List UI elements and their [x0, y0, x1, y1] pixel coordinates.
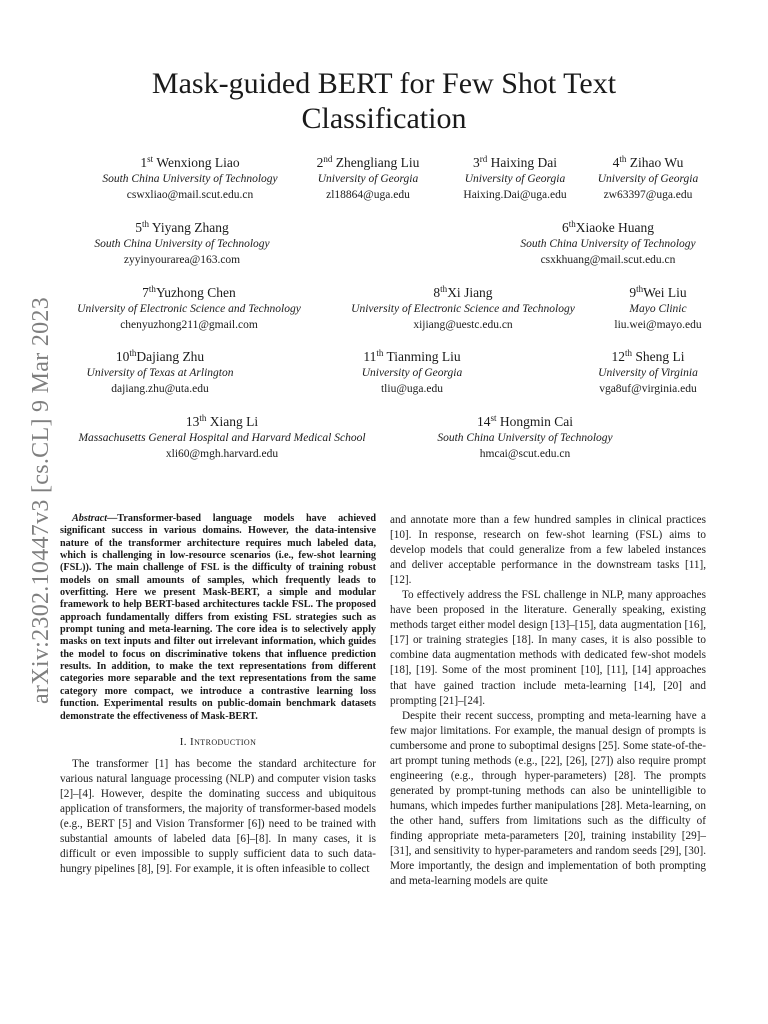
author-affiliation: Mayo Clinic [629, 303, 687, 315]
author-affiliation: University of Electronic Science and Technology [351, 303, 575, 315]
author-block: 14st Hongmin Cai South China University of Technology hmcai@scut.edu.cn [415, 414, 635, 462]
author-affiliation: South China University of Technology [520, 238, 696, 250]
author-affiliation: Massachusetts General Hospital and Harvard Medical School [78, 432, 366, 444]
author-email: zw63397@uga.edu [603, 189, 693, 201]
author-email: Haixing.Dai@uga.edu [463, 189, 567, 201]
left-column [60, 513, 376, 877]
author-block: 6thXiaoke Huang South China University of Technology csxkhuang@mail.scut.edu.cn [496, 220, 720, 268]
author-name: Dajiang Zhu [136, 349, 205, 364]
author-block: 4th Zihao Wu University of Georgia zw63397@uga.edu [588, 155, 708, 203]
author-name: Sheng Li [635, 349, 685, 364]
author-name: Xi Jiang [447, 285, 493, 300]
author-affiliation: University of Georgia [597, 173, 699, 185]
author-block: 8thXi Jiang University of Electronic Science and Technology xijiang@uestc.edu.cn [332, 285, 594, 333]
section-heading: I. Introduction [179, 735, 257, 748]
arxiv-stamp: arXiv:2302.10447v3 [cs.CL] 9 Mar 2023 [28, 296, 55, 704]
author-affiliation: University of Georgia [361, 367, 463, 379]
author-affiliation: University of Texas at Arlington [86, 367, 234, 379]
author-affiliation: University of Virginia [598, 367, 698, 379]
author-block: 13th Xiang Li Massachusetts General Hospital and Harvard Medical School xli60@mgh.harvard.edu [58, 414, 386, 462]
author-name: Wenxiong Liao [156, 155, 240, 170]
author-email: vga8uf@virginia.edu [599, 383, 697, 395]
author-affiliation: University of Georgia [317, 173, 419, 185]
author-name: Tianming Liu [386, 349, 461, 364]
author-name: Yuzhong Chen [155, 285, 236, 300]
author-affiliation: South China University of Technology [437, 432, 613, 444]
author-email: liu.wei@mayo.edu [614, 319, 702, 331]
author-name: Yiyang Zhang [151, 220, 229, 235]
body-paragraph: The transformer [1] has become the standard architecture for various natural language processing (NLP) and computer vision tasks [2]–[4]. However, despite the dominating success and ubiquitous application of transformers, the majority of transformer-based models (e.g., BERT [5] and Vision Transformer [6]) need to be trained with substantial amounts of labeled data [6]–[8]. In many cases, it is difficult or even impossible to supply sufficient data to such data-hungry pipelines [8], [9]. For example, it is often infeasible to collect [60, 757, 376, 876]
author-block: 1st Wenxiong Liao South China University of Technology cswxliao@mail.scut.edu.cn [60, 155, 320, 203]
author-name: Zhengliang Liu [335, 155, 420, 170]
author-email: dajiang.zhu@uta.edu [111, 383, 209, 395]
author-email: zyyinyourarea@163.com [123, 254, 241, 266]
author-affiliation: University of Georgia [464, 173, 566, 185]
author-block: 11th Tianming Liu University of Georgia tliu@uga.edu [332, 349, 492, 397]
author-name: Xiang Li [209, 414, 259, 429]
author-name: Hongmin Cai [499, 414, 573, 429]
body-paragraph: To effectively address the FSL challenge in NLP, many approaches have been proposed in the literature. Generally speaking, existing methods target either model design [13]–[15], data augmentation [16], [17] or training strategies [18]. In many cases, it is also possible to combine data augmentation methods with dedicated few-shot models [18], [19]. Some of the most prominent [10], [11], [14] approaches that have gained traction include meta-learning [14], [20] and prompting [21]–[24]. [390, 589, 706, 707]
body-paragraph: Despite their recent success, prompting and meta-learning have a few major limitations. For example, the manual design of prompts is cumbersome and prone to suboptimal designs [25]. Some state-of-the-art prompt tuning methods (e.g., [22], [26], [27]) also require prompt engineering (e.g., through hyper-parameters) [28]. The prompts generated by prompt-tuning methods can also be unintelligible to humans, which impedes further manipulations [28]. Meta-learning, on the other hand, suffers from limitations such as the difficulty of finding appropriate meta-parameters [20], training instability [29]–[31], and sensitivity to hyper-parameters and random seeds [29], [30]. More importantly, the design and implementation of both prompting and meta-learning models are quite [390, 709, 706, 888]
author-block: 9thWei Liu Mayo Clinic liu.wei@mayo.edu [598, 285, 718, 333]
author-email: xli60@mgh.harvard.edu [165, 448, 279, 460]
author-affiliation: South China University of Technology [102, 173, 278, 185]
author-name: Haixing Dai [490, 155, 557, 170]
author-email: hmcai@scut.edu.cn [479, 448, 571, 460]
author-block: 2nd Zhengliang Liu University of Georgia zl18864@uga.edu [288, 155, 448, 203]
author-block: 3rd Haixing Dai University of Georgia Haixing.Dai@uga.edu [440, 155, 590, 203]
author-block: 7thYuzhong Chen University of Electronic Science and Technology chenyuzhong211@gmail.com [58, 285, 320, 333]
author-affiliation: South China University of Technology [94, 238, 270, 250]
author-email: zl18864@uga.edu [326, 189, 410, 201]
author-affiliation: University of Electronic Science and Technology [77, 303, 301, 315]
author-email: xijiang@uestc.edu.cn [413, 319, 513, 331]
author-block: 10thDajiang Zhu University of Texas at Arlington dajiang.zhu@uta.edu [60, 349, 260, 397]
paper-title: Mask-guided BERT for Few Shot Text Classification [151, 67, 617, 135]
body-paragraph: and annotate more than a few hundred samples in clinical practices [10]. In response, research on few-shot learning (FSL) aims to develop models that could generalize from a few labeled instances and deliver acceptable performance in the downstream tasks [11], [12]. [390, 514, 706, 587]
author-block: 5th Yiyang Zhang South China University of Technology zyyinyourarea@163.com [52, 220, 312, 268]
author-name: Zihao Wu [629, 155, 684, 170]
author-block: 12th Sheng Li University of Virginia vga8uf@virginia.edu [578, 349, 718, 397]
right-column [390, 513, 706, 889]
abstract: Abstract—Transformer-based language models have achieved significant success in various domains. However, the data-intensive nature of the transformer architecture requires much labeled data, which is challenging in low-resource scenarios (i.e., few-shot learning (FSL)). The main challenge of FSL is the difficulty of training robust models on small amounts of samples, which frequently leads to overfitting. Here we present Mask-BERT, a simple and modular framework to help BERT-based architectures tackle FSL. The proposed approach fundamentally differs from existing FSL strategies such as prompt tuning and meta-learning. The core idea is to selectively apply masks on text inputs and filter out irrelevant information, which guides the model to focus on discriminative tokens that influence prediction results. In addition, to make the text representations from different categories more separable and the text representations from the same category more compact, we introduce a contrastive learning loss function. Experimental results on public-domain benchmark datasets demonstrate the effectiveness of Mask-BERT. [60, 513, 376, 722]
author-name: Xiaoke Huang [575, 220, 655, 235]
author-email: chenyuzhong211@gmail.com [120, 319, 258, 331]
author-email: cswxliao@mail.scut.edu.cn [126, 189, 254, 201]
author-email: tliu@uga.edu [380, 383, 443, 395]
author-name: Wei Liu [643, 285, 687, 300]
author-email: csxkhuang@mail.scut.edu.cn [540, 254, 676, 266]
